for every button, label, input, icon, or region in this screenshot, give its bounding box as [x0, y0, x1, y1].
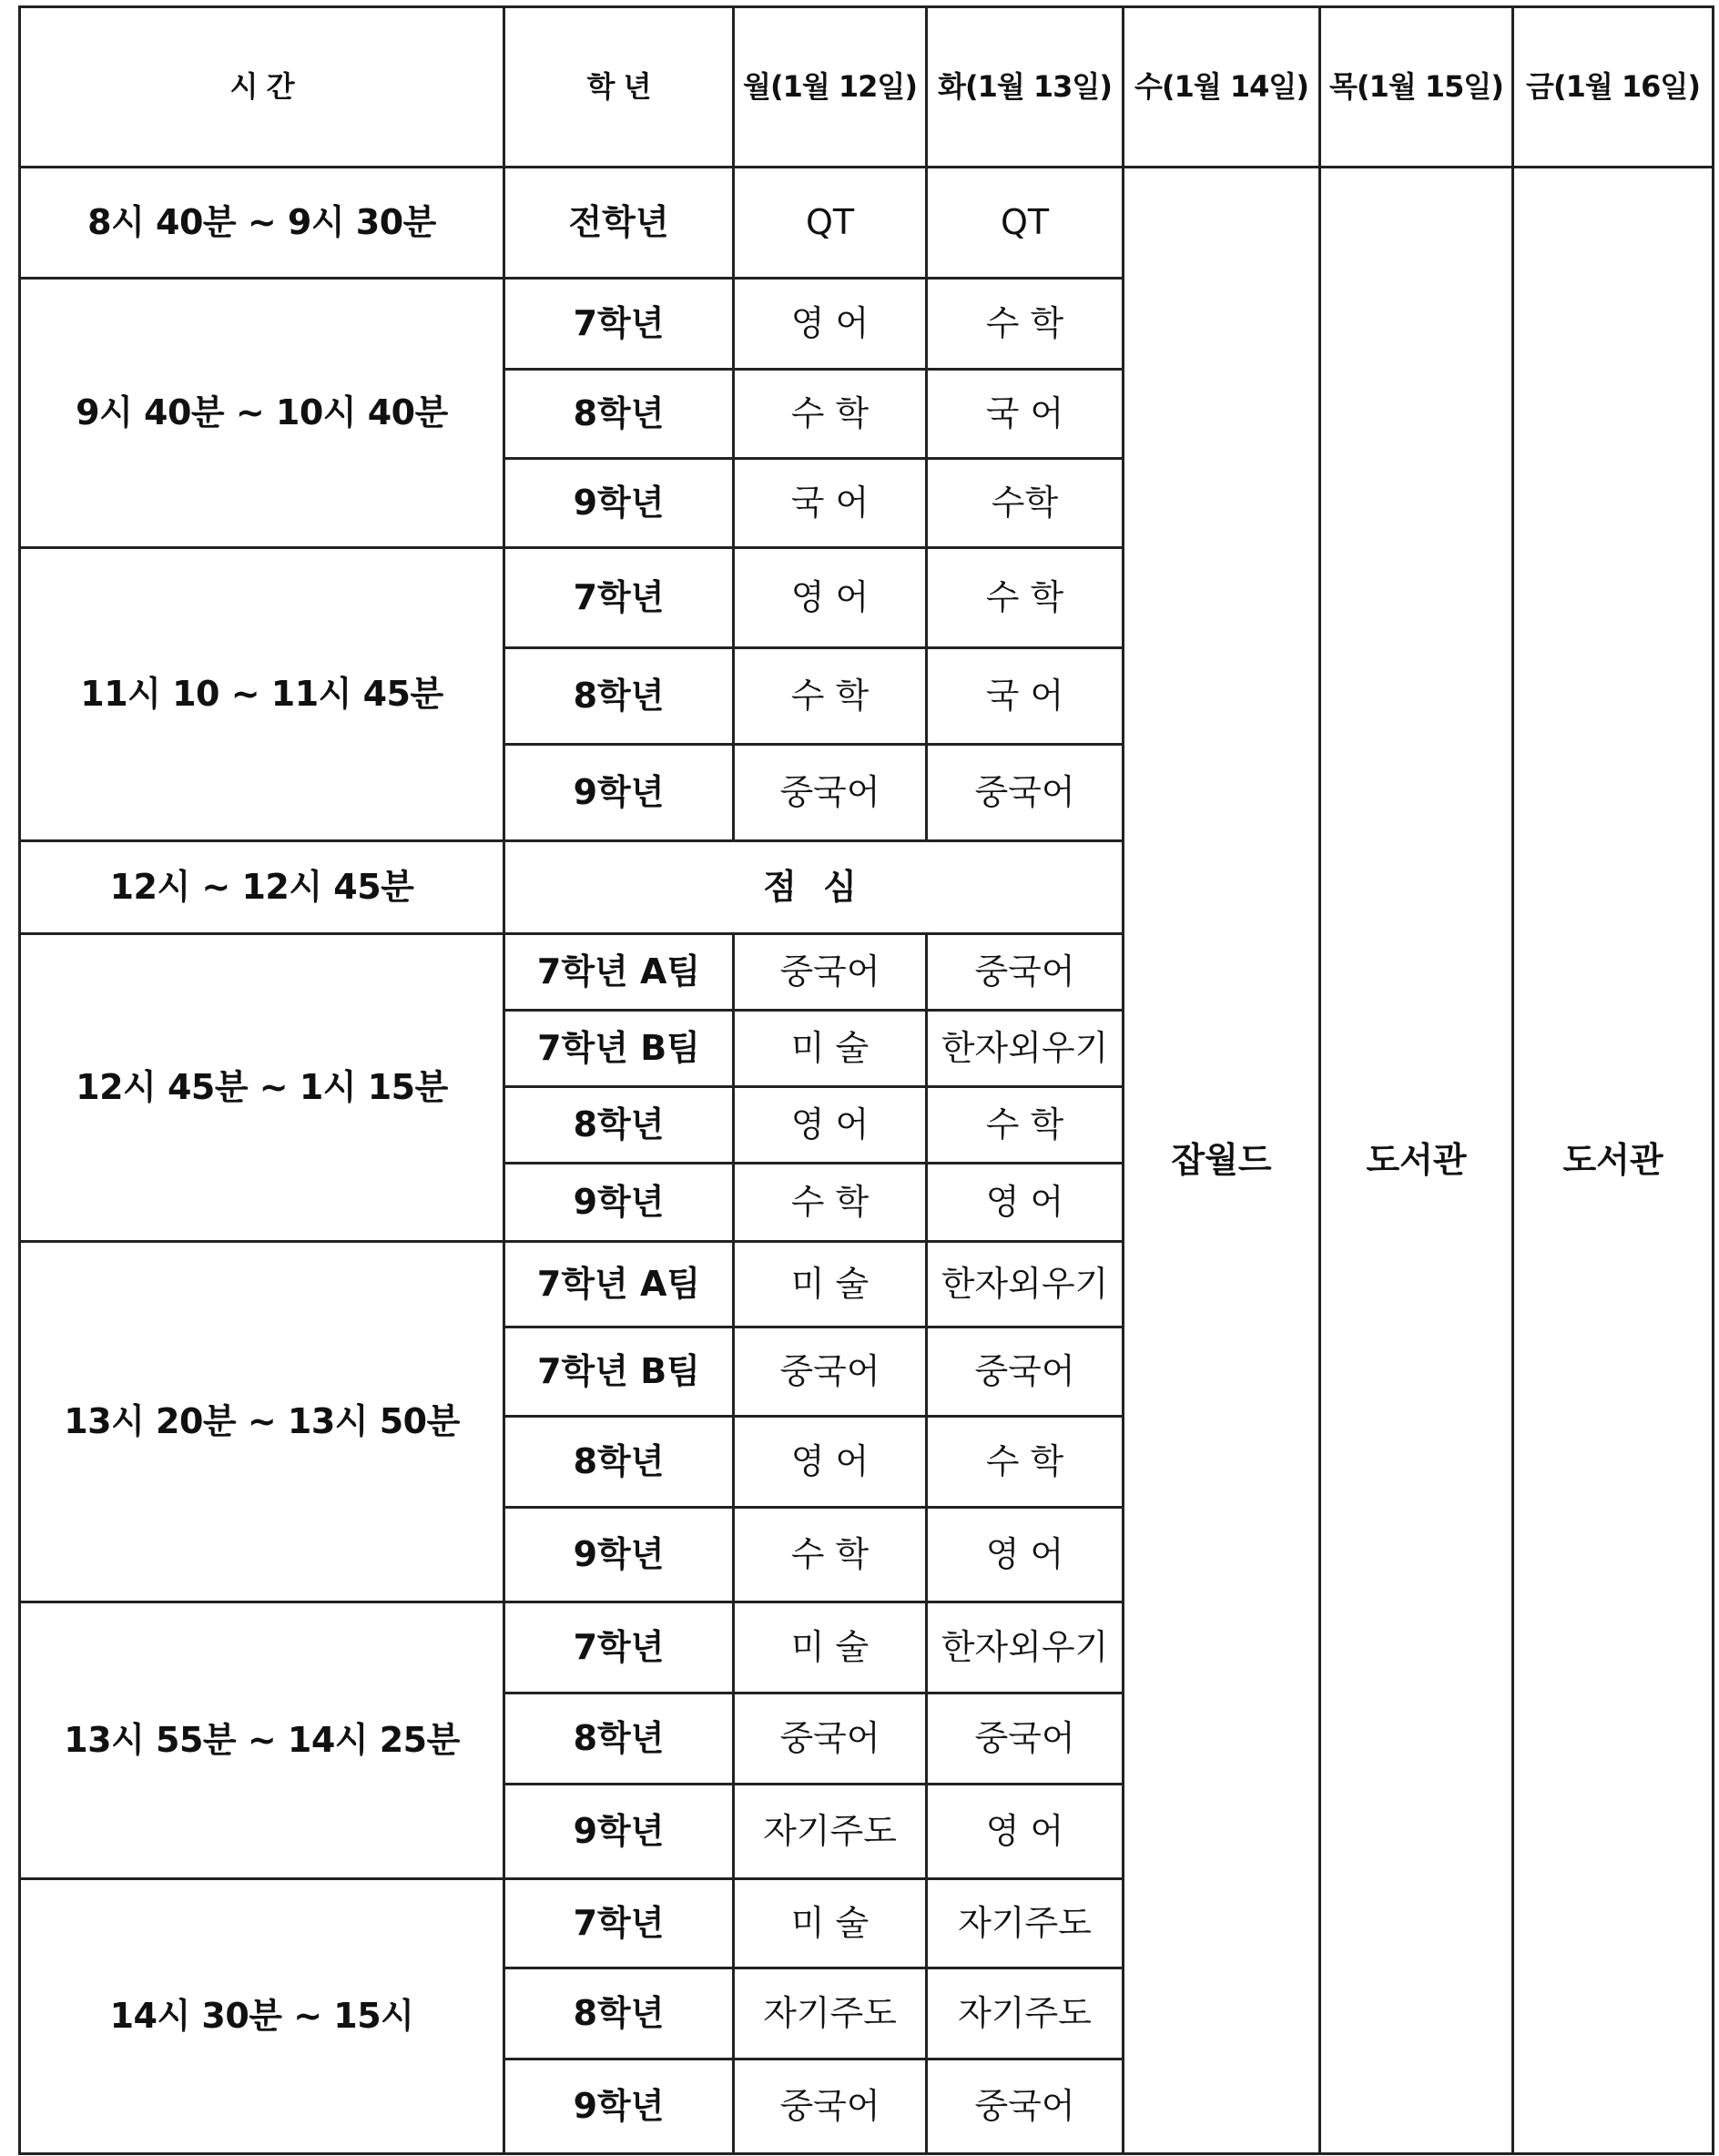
- time-slot: 13시 20분 ~ 13시 50분: [20, 1242, 504, 1602]
- grade-cell: 9학년: [504, 745, 734, 841]
- tue-subject: 영 어: [927, 1508, 1124, 1602]
- mon-subject: 영 어: [734, 548, 927, 648]
- time-slot: 11시 10 ~ 11시 45분: [20, 548, 504, 841]
- time-slot: 12시 ~ 12시 45분: [20, 841, 504, 934]
- grade-cell: 7학년: [504, 1879, 734, 1968]
- mon-subject: 영 어: [734, 1087, 927, 1164]
- header-row: [20, 7, 1714, 168]
- grade-cell: 8학년: [504, 1087, 734, 1164]
- tue-subject: 중국어: [927, 934, 1124, 1011]
- time-slot: 8시 40분 ~ 9시 30분: [20, 168, 504, 279]
- mon-subject: 미 술: [734, 1879, 927, 1968]
- mon-subject: 자기주도: [734, 1968, 927, 2059]
- grade-cell: 9학년: [504, 1508, 734, 1602]
- mon-subject: 중국어: [734, 934, 927, 1011]
- lunch-cell: 점 심: [504, 841, 1124, 934]
- grade-cell: 7학년 A팀: [504, 934, 734, 1011]
- mon-subject: 미 술: [734, 1011, 927, 1087]
- mon-subject: 수 학: [734, 1508, 927, 1602]
- table-row: [20, 168, 1714, 279]
- grade-cell: 7학년: [504, 1602, 734, 1693]
- mon-subject: 미 술: [734, 1602, 927, 1693]
- header-thu: 목(1월 15일): [1320, 7, 1513, 168]
- grade-cell: 7학년: [504, 548, 734, 648]
- time-slot: 12시 45분 ~ 1시 15분: [20, 934, 504, 1242]
- tue-subject: 중국어: [927, 745, 1124, 841]
- timetable: [18, 5, 1714, 2155]
- mon-subject: 중국어: [734, 1327, 927, 1417]
- time-slot: 9시 40분 ~ 10시 40분: [20, 279, 504, 548]
- tue-subject: 자기주도: [927, 1968, 1124, 2059]
- tue-subject: 자기주도: [927, 1879, 1124, 1968]
- grade-cell: 8학년: [504, 1968, 734, 2059]
- fri-all-day: 도서관: [1513, 168, 1714, 2154]
- grade-cell: 7학년 B팀: [504, 1011, 734, 1087]
- tue-subject: 수학: [927, 459, 1124, 548]
- tue-subject: 중국어: [927, 1693, 1124, 1785]
- mon-subject: 중국어: [734, 2059, 927, 2154]
- tue-subject: 한자외우기: [927, 1242, 1124, 1327]
- tue-subject: 영 어: [927, 1164, 1124, 1242]
- mon-subject: 중국어: [734, 1693, 927, 1785]
- mon-subject: 수 학: [734, 648, 927, 745]
- mon-subject: 영 어: [734, 1417, 927, 1508]
- grade-cell: 9학년: [504, 459, 734, 548]
- grade-cell: 9학년: [504, 2059, 734, 2154]
- grade-cell: 8학년: [504, 370, 734, 459]
- timetable-sheet: [18, 5, 1712, 2151]
- grade-cell: 7학년 B팀: [504, 1327, 734, 1417]
- grade-cell: 9학년: [504, 1164, 734, 1242]
- grade-cell: 8학년: [504, 1417, 734, 1508]
- thu-all-day: 도서관: [1320, 168, 1513, 2154]
- header-tue: 화(1월 13일): [927, 7, 1124, 168]
- wed-all-day: 잡월드: [1124, 168, 1320, 2154]
- tue-subject: 수 학: [927, 1417, 1124, 1508]
- mon-subject: 수 학: [734, 370, 927, 459]
- header-grade: 학 년: [504, 7, 734, 168]
- grade-cell: 8학년: [504, 1693, 734, 1785]
- time-slot: 13시 55분 ~ 14시 25분: [20, 1602, 504, 1879]
- grade-cell: 7학년: [504, 279, 734, 370]
- mon-subject: 영 어: [734, 279, 927, 370]
- tue-subject: 수 학: [927, 548, 1124, 648]
- tue-subject: 국 어: [927, 648, 1124, 745]
- tue-subject: 영 어: [927, 1785, 1124, 1879]
- tue-subject: 수 학: [927, 279, 1124, 370]
- grade-cell: 7학년 A팀: [504, 1242, 734, 1327]
- header-time: 시 간: [20, 7, 504, 168]
- mon-subject: 국 어: [734, 459, 927, 548]
- mon-subject: QT: [734, 168, 927, 279]
- mon-subject: 수 학: [734, 1164, 927, 1242]
- mon-subject: 자기주도: [734, 1785, 927, 1879]
- grade-cell: 전학년: [504, 168, 734, 279]
- grade-cell: 9학년: [504, 1785, 734, 1879]
- tue-subject: 한자외우기: [927, 1602, 1124, 1693]
- tue-subject: 국 어: [927, 370, 1124, 459]
- tue-subject: 중국어: [927, 1327, 1124, 1417]
- tue-subject: 한자외우기: [927, 1011, 1124, 1087]
- grade-cell: 8학년: [504, 648, 734, 745]
- header-fri: 금(1월 16일): [1513, 7, 1714, 168]
- tue-subject: QT: [927, 168, 1124, 279]
- tue-subject: 수 학: [927, 1087, 1124, 1164]
- mon-subject: 미 술: [734, 1242, 927, 1327]
- time-slot: 14시 30분 ~ 15시: [20, 1879, 504, 2154]
- tue-subject: 중국어: [927, 2059, 1124, 2154]
- header-mon: 월(1월 12일): [734, 7, 927, 168]
- header-wed: 수(1월 14일): [1124, 7, 1320, 168]
- mon-subject: 중국어: [734, 745, 927, 841]
